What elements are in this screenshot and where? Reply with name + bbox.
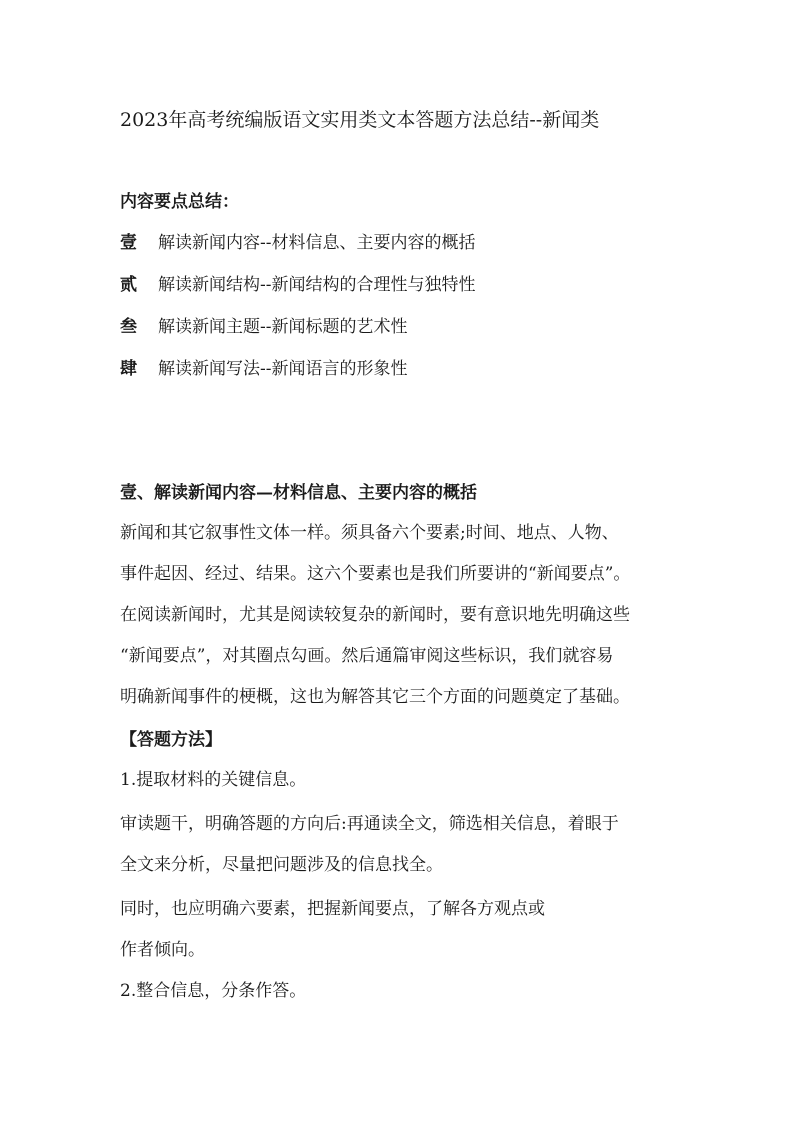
summary-item-text: 解读新闻主题--新闻标题的艺术性 (158, 317, 408, 337)
summary-heading: 内容要点总结： (120, 192, 239, 212)
paragraph-line: 事件起因、经过、结果。这六个要素也是我们所要讲的“新闻要点”。 (120, 564, 631, 584)
summary-item-number: 壹 (120, 233, 137, 253)
summary-item-number: 肆 (120, 359, 137, 379)
summary-item-text: 解读新闻写法--新闻语言的形象性 (158, 359, 408, 379)
summary-item-number: 叁 (120, 317, 137, 337)
method-line: 全文来分析，尽量把问题涉及的信息找全。 (120, 855, 443, 875)
summary-item-4 (120, 357, 408, 381)
document-title: 2023年高考统编版语文实用类文本答题方法总结--新闻类 (120, 109, 600, 131)
summary-item-2 (120, 273, 476, 297)
summary-item-text: 解读新闻结构--新闻结构的合理性与独特性 (158, 275, 476, 295)
summary-item-number: 贰 (120, 275, 137, 295)
method-line: 作者倾向。 (120, 940, 205, 960)
method-line: 1.提取材料的关键信息。 (120, 770, 307, 790)
summary-item-3 (120, 315, 408, 339)
summary-item-1 (120, 231, 476, 255)
paragraph-line: 在阅读新闻时，尤其是阅读较复杂的新闻时，要有意识地先明确这些 (120, 605, 630, 625)
method-heading: 【答题方法】 (120, 730, 222, 750)
paragraph-line: 明确新闻事件的梗概，这也为解答其它三个方面的问题奠定了基础。 (120, 687, 630, 707)
method-line: 同时，也应明确六要素，把握新闻要点，了解各方观点或 (120, 899, 545, 919)
method-line: 2.整合信息，分条作答。 (120, 981, 307, 1001)
method-line: 审读题干，明确答题的方向后:再通读全文，筛选相关信息，着眼于 (120, 814, 619, 834)
summary-item-text: 解读新闻内容--材料信息、主要内容的概括 (158, 233, 476, 253)
section-heading: 壹、解读新闻内容—材料信息、主要内容的概括 (120, 483, 477, 503)
paragraph-line: 新闻和其它叙事性文体一样。须具备六个要素;时间、地点、人物、 (120, 523, 619, 543)
paragraph-line: “新闻要点”，对其圈点勾画。然后通篇审阅这些标识，我们就容易 (120, 646, 614, 666)
